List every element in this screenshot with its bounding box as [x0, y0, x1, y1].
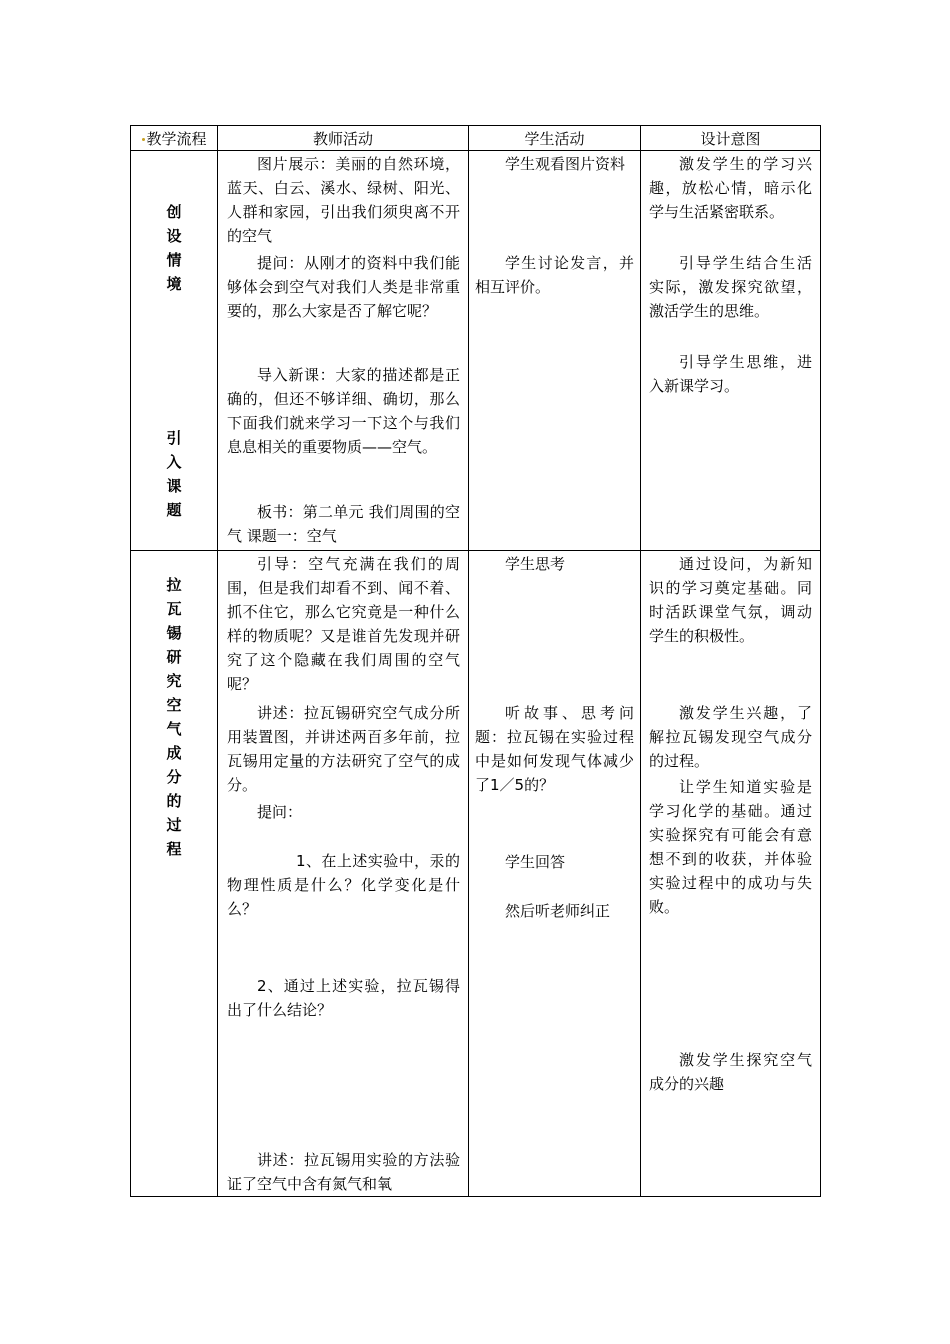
stage-label-introduce-topic — [131, 426, 217, 522]
student-paragraph: 听故事、思考问题：拉瓦锡在实验过程中是如何发现气体减少了1／5的？ — [475, 704, 634, 794]
teacher-paragraph: 导入新课：大家的描述都是正确的，但还不够详细、确切，那么下面我们就来学习一下这个与我们息息相关的重要物质——空气。 — [227, 366, 460, 456]
stage-char: 过 — [166, 816, 182, 834]
header-student-activity: 学生活动 — [469, 126, 641, 151]
stage-cell — [131, 551, 218, 1197]
stage-char: 的 — [166, 792, 182, 810]
stage-char: 气 — [166, 720, 182, 738]
stage-char: 分 — [166, 768, 182, 786]
header-teaching-flow: 教学流程 — [131, 126, 218, 151]
table-row — [131, 551, 821, 1197]
student-paragraph: 学生思考 — [505, 555, 566, 573]
header-row — [131, 126, 821, 151]
design-paragraph: 激发学生的学习兴趣，放松心情，暗示化学与生活紧密联系。 — [649, 155, 812, 221]
teacher-paragraph: 引导：空气充满在我们的周围，但是我们却看不到、闻不着、抓不住它，那么它究竟是一种什么样的物质呢？又是谁首先发现并研究了这个隐藏在我们周围的空气呢？ — [227, 555, 460, 693]
stage-char: 拉 — [166, 576, 182, 594]
stage-char: 锡 — [166, 624, 182, 642]
design-paragraph: 引导学生思维，进入新课学习。 — [649, 353, 812, 395]
stage-label-lavoisier-process — [131, 573, 217, 861]
student-activity-cell — [469, 151, 641, 551]
stage-cell — [131, 151, 218, 551]
student-activity-cell — [469, 551, 641, 1197]
design-paragraph: 激发学生探究空气成分的兴趣 — [649, 1051, 812, 1093]
design-paragraph: 引导学生结合生活实际，激发探究欲望，激活学生的思维。 — [649, 254, 812, 320]
stage-char: 瓦 — [166, 600, 182, 618]
teacher-paragraph: 图片展示：美丽的自然环境，蓝天、白云、溪水、绿树、阳光、人群和家园，引出我们须臾离不开的空气 — [227, 155, 460, 245]
stage-char: 研 — [166, 648, 182, 666]
student-paragraph: 学生讨论发言，并相互评价。 — [475, 254, 634, 296]
stage-char: 引 — [166, 429, 182, 447]
table-row — [131, 151, 821, 551]
teacher-paragraph: 讲述：拉瓦锡用实验的方法验证了空气中含有氮气和氧 — [227, 1151, 460, 1193]
stage-char: 究 — [166, 672, 182, 690]
design-paragraph: 激发学生兴趣，了解拉瓦锡发现空气成分的过程。 — [649, 704, 812, 770]
stage-char: 情 — [166, 251, 182, 269]
design-intent-cell — [641, 151, 821, 551]
lesson-plan-table — [130, 125, 821, 1197]
teacher-activity-cell — [218, 151, 469, 551]
teacher-activity-cell — [218, 551, 469, 1197]
teacher-paragraph: 板书：第二单元 我们周围的空气 课题一：空气 — [227, 503, 460, 545]
design-paragraph: 通过设问，为新知识的学习奠定基础。同时活跃课堂气氛，调动学生的积极性。 — [649, 555, 812, 645]
stage-char: 创 — [166, 203, 182, 221]
teacher-paragraph: 提问： — [257, 803, 303, 821]
stage-char: 程 — [166, 840, 182, 858]
teacher-paragraph: 讲述：拉瓦锡研究空气成分所用装置图，并讲述两百多年前，拉瓦锡用定量的方法研究了空气的成分。 — [227, 704, 460, 794]
stage-char: 空 — [166, 696, 182, 714]
stage-char: 课 — [166, 477, 182, 495]
stage-char: 设 — [166, 227, 182, 245]
student-paragraph: 然后听老师纠正 — [505, 902, 611, 920]
teacher-paragraph: 2、通过上述实验，拉瓦锡得出了什么结论？ — [227, 977, 460, 1019]
stage-char: 题 — [166, 501, 182, 519]
design-paragraph: 让学生知道实验是学习化学的基础。通过实验探究有可能会有意想不到的收获，并体验实验过程中的成功与失败。 — [649, 778, 812, 916]
stage-char: 入 — [166, 453, 182, 471]
teacher-paragraph: 提问：从刚才的资料中我们能够体会到空气对我们人类是非常重要的，那么大家是否了解它呢？ — [227, 254, 460, 320]
student-paragraph: 学生回答 — [505, 853, 566, 871]
header-design-intent: 设计意图 — [641, 126, 821, 151]
student-paragraph: 学生观看图片资料 — [505, 155, 626, 173]
stage-char: 境 — [166, 275, 182, 293]
teacher-paragraph: 1、在上述实验中，汞的物理性质是什么？化学变化是什么？ — [227, 852, 460, 918]
stage-label-create-situation — [131, 200, 217, 296]
design-intent-cell — [641, 551, 821, 1197]
stage-char: 成 — [166, 744, 182, 762]
header-teacher-activity: 教师活动 — [218, 126, 469, 151]
